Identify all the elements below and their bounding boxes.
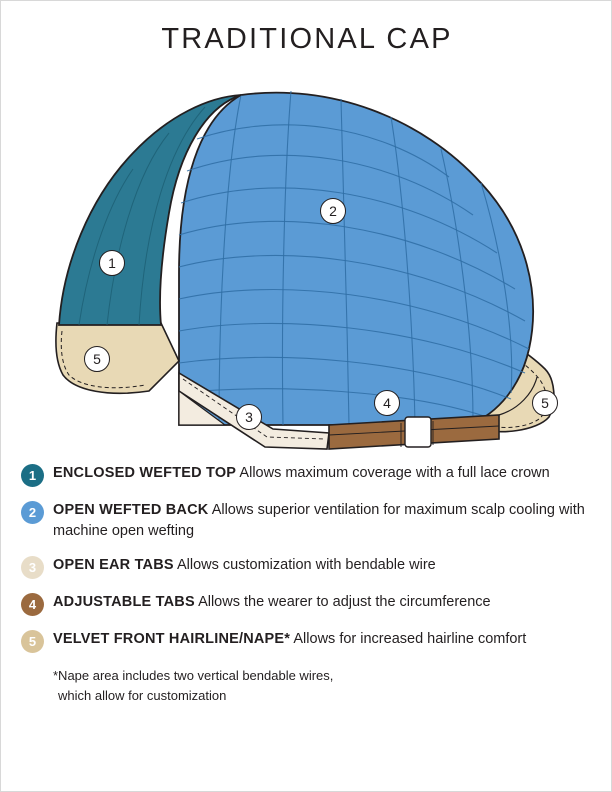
legend-text-2 [53,500,598,542]
legend-number-2: 2 [21,501,44,524]
legend-term-1: ENCLOSED WEFTED TOP [53,465,237,481]
crown-back-shape [179,93,533,425]
legend-text-5 [53,629,526,650]
legend-item-1 [21,463,601,487]
legend-item-5 [21,629,601,653]
legend-description-4: Allows the wearer to adjust the circumference [198,594,491,611]
legend-text-4 [53,592,491,613]
legend-list [21,463,601,705]
legend-term-3: OPEN EAR TABS [53,557,174,574]
legend-description-2: Allows superior ventilation for maximum scalp cooling with machine open wefting [53,502,585,540]
legend-item-2 [21,500,601,542]
legend-number-3: 3 [21,556,44,579]
adjustable-tab-buckle [405,417,431,447]
legend-item-4 [21,592,601,616]
legend-text-1 [53,463,550,484]
legend-text-3 [53,555,436,576]
callout-badge-5-front: 5 [84,346,110,372]
legend-description-5: Allows for increased hairline comfort [293,631,527,648]
page-title: TRADITIONAL CAP [161,23,453,55]
callout-badge-1: 1 [99,250,125,276]
footnote-line-2: which allow for customization [58,687,227,703]
legend-term-5: VELVET FRONT HAIRLINE/NAPE* [53,631,291,648]
velvet-front-shape [56,323,179,393]
legend-number-4: 4 [21,593,44,616]
legend-item-3 [21,555,601,579]
legend-number-1: 1 [21,464,44,487]
legend-number-5: 5 [21,630,44,653]
cap-illustration [29,73,585,453]
legend-footnote [53,666,601,705]
callout-badge-2: 2 [320,198,346,224]
legend-term-2: OPEN WEFTED BACK [53,502,209,518]
legend-description-1: Allows maximum coverage with a full lace crown [239,465,550,481]
legend-description-3: Allows customization with bendable wire [177,557,436,574]
callout-badge-4: 4 [374,390,400,416]
footnote-line-1: *Nape area includes two vertical bendable wires, [53,668,334,684]
callout-badge-5-nape: 5 [532,390,558,416]
legend-term-4: ADJUSTABLE TABS [53,594,195,611]
callout-badge-3: 3 [236,404,262,430]
